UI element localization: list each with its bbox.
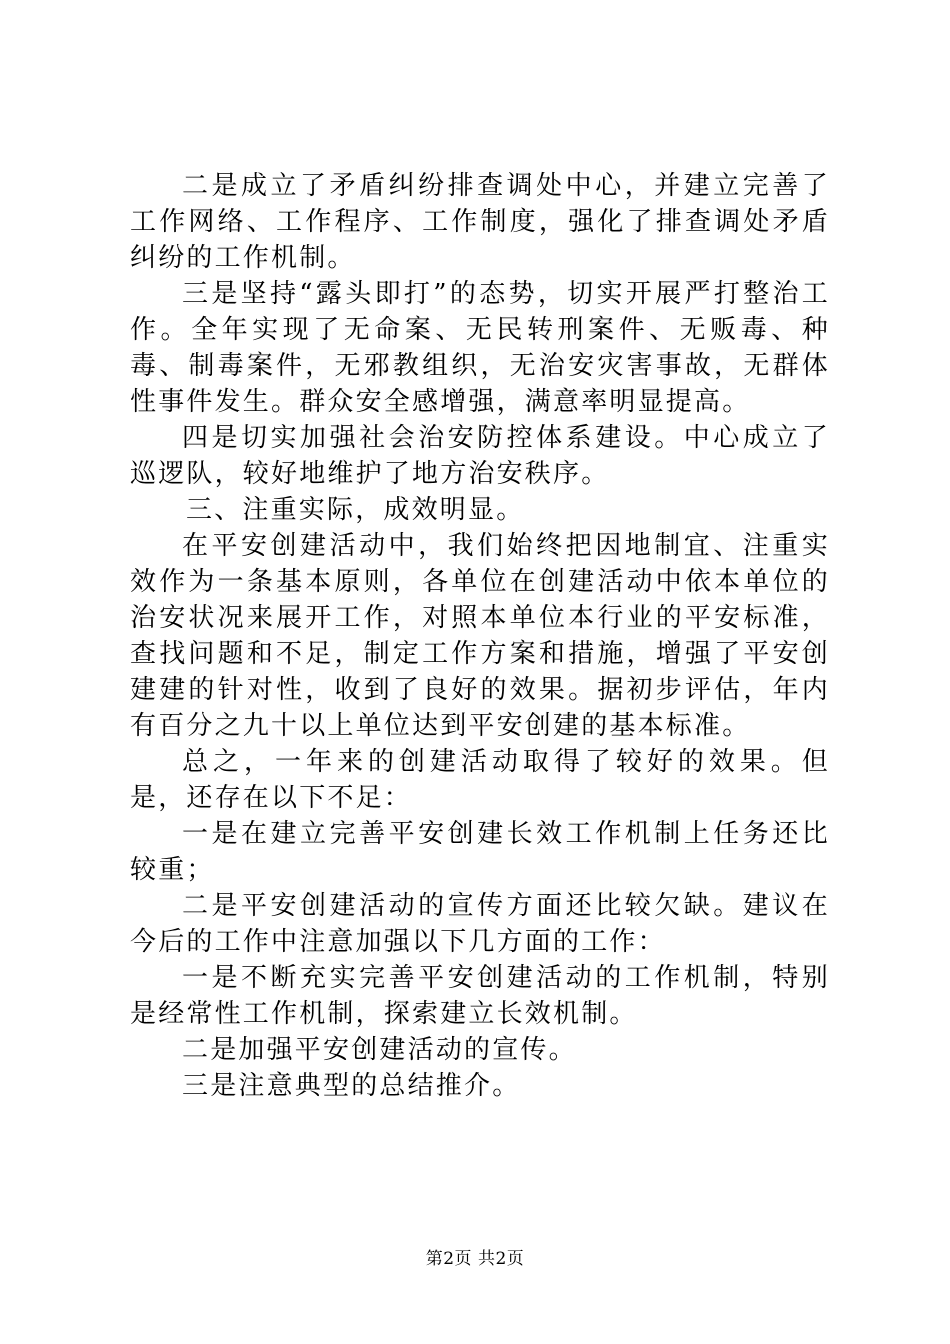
page-number-footer: 第2页 共2页 <box>425 1249 525 1269</box>
document-body <box>130 168 830 1104</box>
paragraph-suggestion-three: 三是注意典型的总结推介。 <box>182 1071 521 1101</box>
paragraph-summary: 总之，一年来的创建活动取得了较好的效果。但是，还存在以下不足： <box>130 747 830 813</box>
paragraph-crackdown: 三是坚持“露头即打”的态势，切实开展严打整治工作。全年实现了无命案、无民转刑案件、无贩毒、种毒、制毒案件，无邪教组织，无治安灾害事故，无群体性事件发生。群众安全感增强，满意率明显提高。 <box>130 279 830 417</box>
paragraph-shortcoming-two: 二是平安创建活动的宣传方面还比较欠缺。建议在今后的工作中注意加强以下几方面的工作： <box>130 891 830 957</box>
paragraph-shortcoming-one: 一是在建立完善平安创建长效工作机制上任务还比较重； <box>130 819 830 885</box>
paragraph-practical-results: 在平安创建活动中，我们始终把因地制宜、注重实效作为一条基本原则，各单位在创建活动中依本单位的治安状况来展开工作，对照本单位本行业的平安标准，查找问题和不足，制定工作方案和措施，增强了平安创建建的针对性，收到了良好的效果。据初步评估，年内有百分之九十以上单位达到平安创建的基本标准。 <box>130 531 830 741</box>
paragraph-patrol: 四是切实加强社会治安防控体系建设。中心成立了巡逻队，较好地维护了地方治安秩序。 <box>130 423 830 489</box>
paragraph-suggestion-one: 一是不断充实完善平安创建活动的工作机制，特别是经常性工作机制，探索建立长效机制。 <box>130 963 830 1029</box>
paragraph-mechanism: 二是成立了矛盾纠纷排查调处中心，并建立完善了工作网络、工作程序、工作制度，强化了排查调处矛盾纠纷的工作机制。 <box>130 171 830 273</box>
paragraph-suggestion-two: 二是加强平安创建活动的宣传。 <box>182 1035 577 1065</box>
section-heading-three: 三、注重实际，成效明显。 <box>186 495 525 525</box>
